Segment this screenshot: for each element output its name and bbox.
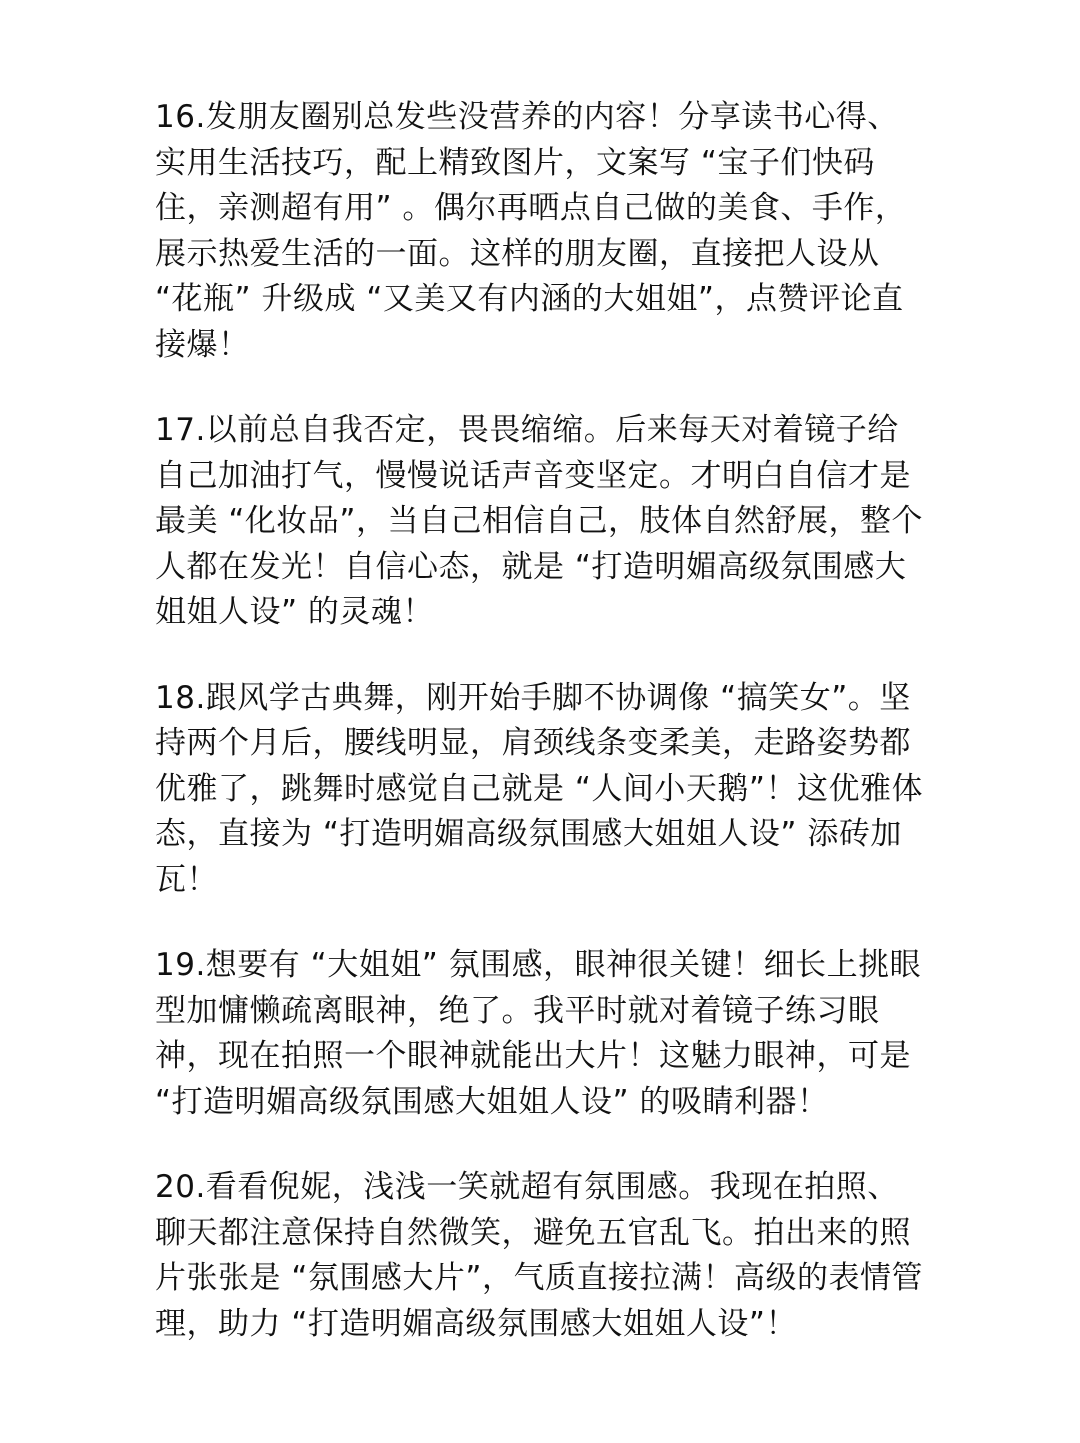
paragraph-16: 16.发朋友圈别总发些没营养的内容！分享读书心得、实用生活技巧，配上精致图片，文案写 “宝子们快码住，亲测超有用” 。偶尔再晒点自己做的美食、手作，展示热爱生活的一面。这样的朋友圈，直接把人设从 “花瓶” 升级成 “又美又有内涵的大姐姐”，点赞评论直接爆！ bbox=[155, 99, 907, 363]
paragraph-18: 18.跟风学古典舞，刚开始手脚不协调像 “搞笑女”。坚持两个月后，腰线明显，肩颈线条变柔美，走路姿势都优雅了，跳舞时感觉自己就是 “人间小天鹅”！这优雅体态，直接为 “打造明媚高级氛围感大姐姐人设” 添砖加瓦！ bbox=[155, 679, 923, 898]
paragraph-17: 17.以前总自我否定，畏畏缩缩。后来每天对着镜子给自己加油打气，慢慢说话声音变坚定。才明白自信才是最美 “化妆品”，当自己相信自己，肢体自然舒展，整个人都在发光！自信心态，就是 “打造明媚高级氛围感大姐姐人设” 的灵魂！ bbox=[155, 412, 923, 630]
paragraph-19: 19.想要有 “大姐姐” 氛围感，眼神很关键！细长上挑眼型加慵懒疏离眼神，绝了。我平时就对着镜子练习眼神，现在拍照一个眼神就能出大片！这魅力眼神，可是 “打造明媚高级氛围感大姐姐人设” 的吸睛利器！ bbox=[155, 947, 922, 1120]
paragraph-20: 20.看看倪妮，浅浅一笑就超有氛围感。我现在拍照、聊天都注意保持自然微笑，避免五官乱飞。拍出来的照片张张是 “氛围感大片”，气质直接拉满！高级的表情管理，助力 “打造明媚高级氛围感大姐姐人设”！ bbox=[155, 1169, 923, 1342]
